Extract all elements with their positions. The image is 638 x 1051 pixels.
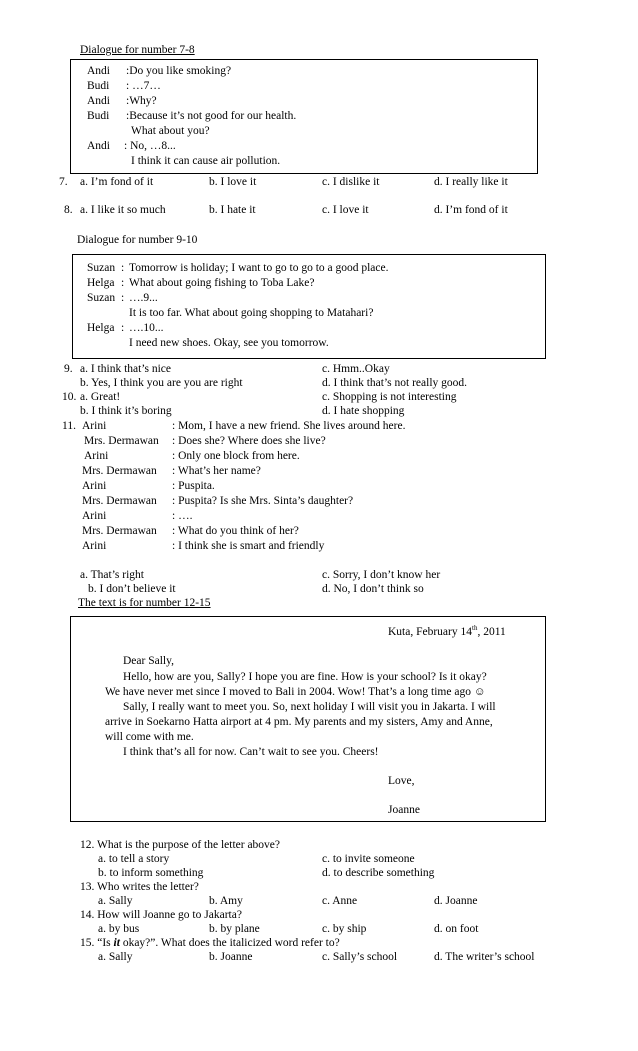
option-a[interactable]: a. Sally — [98, 895, 133, 907]
option-b[interactable]: b. I hate it — [209, 204, 256, 216]
colon: : — [121, 277, 125, 289]
dialogue-line: :Because it’s not good for our health. — [126, 110, 297, 122]
question-number: 11. — [62, 420, 76, 432]
speaker: Andi — [87, 65, 110, 77]
letter-line: will come with me. — [105, 731, 194, 743]
option-b[interactable]: b. to inform something — [98, 867, 204, 879]
speaker: Helga — [87, 277, 115, 289]
option-d[interactable]: d. to describe something — [322, 867, 435, 879]
dialogue-line: : I think she is smart and friendly — [172, 540, 325, 552]
option-c[interactable]: c. Sorry, I don’t know her — [322, 569, 441, 581]
colon: : — [121, 262, 125, 274]
option-c[interactable]: c. Sally’s school — [322, 951, 398, 963]
question-number: 7. — [59, 176, 68, 188]
speaker: Mrs. Dermawan — [82, 465, 157, 477]
option-b[interactable]: b. by plane — [209, 923, 260, 935]
letter-closing: Love, — [388, 775, 415, 787]
letter-line: Hello, how are you, Sally? I hope you are fine. How is your school? Is it okay? — [123, 671, 487, 683]
dialogue-line: : …. — [172, 510, 193, 522]
option-d[interactable]: d. I’m fond of it — [434, 204, 508, 216]
speaker: Mrs. Dermawan — [82, 525, 157, 537]
option-b[interactable]: b. Joanne — [209, 951, 253, 963]
letter-line: We have never met since I moved to Bali in 2004. Wow! That’s a long time ago ☺ — [105, 686, 486, 698]
option-b[interactable]: b. I love it — [209, 176, 257, 188]
speaker: Andi — [87, 140, 110, 152]
letter-heading: The text is for number 12-15 — [78, 597, 211, 609]
dialogue-line: What about going fishing to Toba Lake? — [129, 277, 315, 289]
dialogue-line: Tomorrow is holiday; I want to go to go to a good place. — [129, 262, 389, 274]
speaker: Arini — [84, 450, 109, 462]
option-d[interactable]: d. I hate shopping — [322, 405, 405, 417]
option-a[interactable]: a. I like it so much — [80, 204, 166, 216]
speaker: Arini — [82, 420, 107, 432]
option-a[interactable]: a. That’s right — [80, 569, 144, 581]
question-text: 15. “Is it okay?”. What does the italicized word refer to? — [80, 937, 340, 949]
option-d[interactable]: d. I think that’s not really good. — [322, 377, 468, 389]
speaker: Arini — [82, 480, 107, 492]
letter-line: Sally, I really want to meet you. So, next holiday I will visit you in Jakarta. I will — [123, 701, 496, 713]
option-a[interactable]: a. to tell a story — [98, 853, 170, 865]
option-c[interactable]: c. by ship — [322, 923, 367, 935]
letter-line: I think that’s all for now. Can’t wait to see you. Cheers! — [123, 746, 379, 758]
speaker: Budi — [87, 110, 110, 122]
speaker: Helga — [87, 322, 115, 334]
speaker: Arini — [82, 510, 107, 522]
dialogue-line: What about you? — [131, 125, 210, 137]
option-b[interactable]: b. I think it’s boring — [80, 405, 172, 417]
option-a[interactable]: a. I think that’s nice — [80, 363, 172, 375]
dialogue-line: : Mom, I have a new friend. She lives around here. — [172, 420, 406, 432]
option-d[interactable]: d. The writer’s school — [434, 951, 535, 963]
speaker: Suzan — [87, 262, 116, 274]
option-c[interactable]: c. Hmm..Okay — [322, 363, 390, 375]
option-b[interactable]: b. Amy — [209, 895, 243, 907]
letter-signature: Joanne — [388, 804, 420, 816]
dialogue-line: :Do you like smoking? — [126, 65, 232, 77]
option-c[interactable]: c. Anne — [322, 895, 358, 907]
speaker: Mrs. Dermawan — [84, 435, 159, 447]
dialogue-line: ….10... — [129, 322, 164, 334]
option-d[interactable]: d. I really like it — [434, 176, 508, 188]
option-c[interactable]: c. Shopping is not interesting — [322, 391, 457, 403]
dialogue-line: : No, …8... — [124, 140, 176, 152]
dialogue-line: : Puspita? Is she Mrs. Sinta’s daughter? — [172, 495, 354, 507]
dialogue-line: :Why? — [126, 95, 157, 107]
question-text: 13. Who writes the letter? — [80, 881, 199, 893]
speaker: Suzan — [87, 292, 116, 304]
option-a[interactable]: a. I’m fond of it — [80, 176, 154, 188]
question-number: 10. — [62, 391, 77, 403]
question-text: 14. How will Joanne go to Jakarta? — [80, 909, 242, 921]
question-text: 12. What is the purpose of the letter above? — [80, 839, 281, 851]
dialogue-7-8-heading: Dialogue for number 7-8 — [80, 44, 195, 56]
option-c[interactable]: c. I love it — [322, 204, 369, 216]
question-number: 8. — [64, 204, 73, 216]
speaker: Mrs. Dermawan — [82, 495, 157, 507]
option-c[interactable]: c. to invite someone — [322, 853, 415, 865]
dialogue-9-10-heading: Dialogue for number 9-10 — [77, 234, 198, 246]
option-c[interactable]: c. I dislike it — [322, 176, 380, 188]
option-d[interactable]: d. on foot — [434, 923, 479, 935]
option-a[interactable]: a. by bus — [98, 923, 140, 935]
option-a[interactable]: a. Great! — [80, 391, 121, 403]
letter-line: arrive in Soekarno Hatta airport at 4 pm. My parents and my sisters, Amy and Anne, — [105, 716, 493, 728]
option-b[interactable]: b. Yes, I think you are you are right — [80, 377, 243, 389]
speaker: Andi — [87, 95, 110, 107]
option-a[interactable]: a. Sally — [98, 951, 133, 963]
dialogue-line: : …7… — [126, 80, 161, 92]
letter-greeting: Dear Sally, — [123, 655, 174, 667]
speaker: Arini — [82, 540, 107, 552]
dialogue-line: : Puspita. — [172, 480, 215, 492]
dialogue-line: I think it can cause air pollution. — [131, 155, 281, 167]
option-d[interactable]: d. Joanne — [434, 895, 478, 907]
colon: : — [121, 322, 125, 334]
colon: : — [121, 292, 125, 304]
dialogue-line: It is too far. What about going shopping to Matahari? — [129, 307, 374, 319]
dialogue-line: ….9... — [129, 292, 158, 304]
dialogue-line: I need new shoes. Okay, see you tomorrow. — [129, 337, 329, 349]
dialogue-line: : What do you think of her? — [172, 525, 299, 537]
dialogue-line: : Does she? Where does she live? — [172, 435, 326, 447]
speaker: Budi — [87, 80, 110, 92]
letter-date: Kuta, February 14th, 2011 — [388, 624, 506, 638]
option-b[interactable]: b. I don’t believe it — [88, 583, 176, 595]
question-number: 9. — [64, 363, 73, 375]
dialogue-line: : Only one block from here. — [172, 450, 300, 462]
dialogue-line: : What’s her name? — [172, 465, 261, 477]
option-d[interactable]: d. No, I don’t think so — [322, 583, 424, 595]
